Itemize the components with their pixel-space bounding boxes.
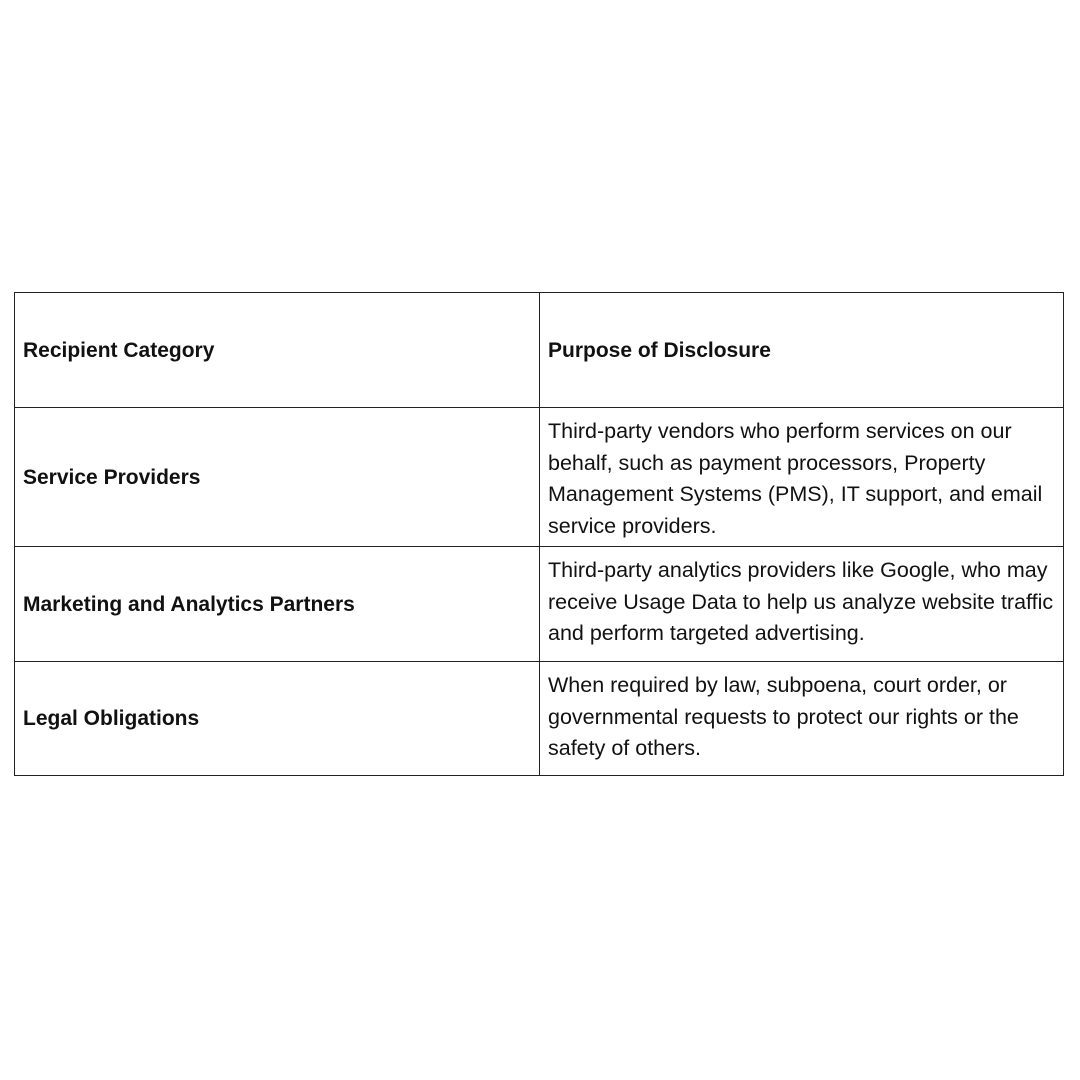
header-recipient-category: Recipient Category [15,293,540,408]
table-row [15,546,1063,662]
disclosure-table [14,292,1064,776]
table-row [15,661,1063,776]
recipient-category-cell: Marketing and Analytics Partners [15,547,540,662]
purpose-cell: Third-party vendors who perform services on our behalf, such as payment processors, Property Management Systems (PMS), IT support, and email service providers. [548,419,1043,539]
table-header-row [15,293,1063,408]
recipient-category-cell: Service Providers [15,408,540,547]
purpose-cell: When required by law, subpoena, court order, or governmental requests to protect our rights or the safety of others. [548,673,1019,761]
recipient-category-cell: Legal Obligations [15,662,540,776]
header-purpose-of-disclosure: Purpose of Disclosure [548,338,771,362]
purpose-cell: Third-party analytics providers like Google, who may receive Usage Data to help us analyze website traffic and perform targeted advertising. [548,558,1054,646]
table-row [15,407,1063,547]
